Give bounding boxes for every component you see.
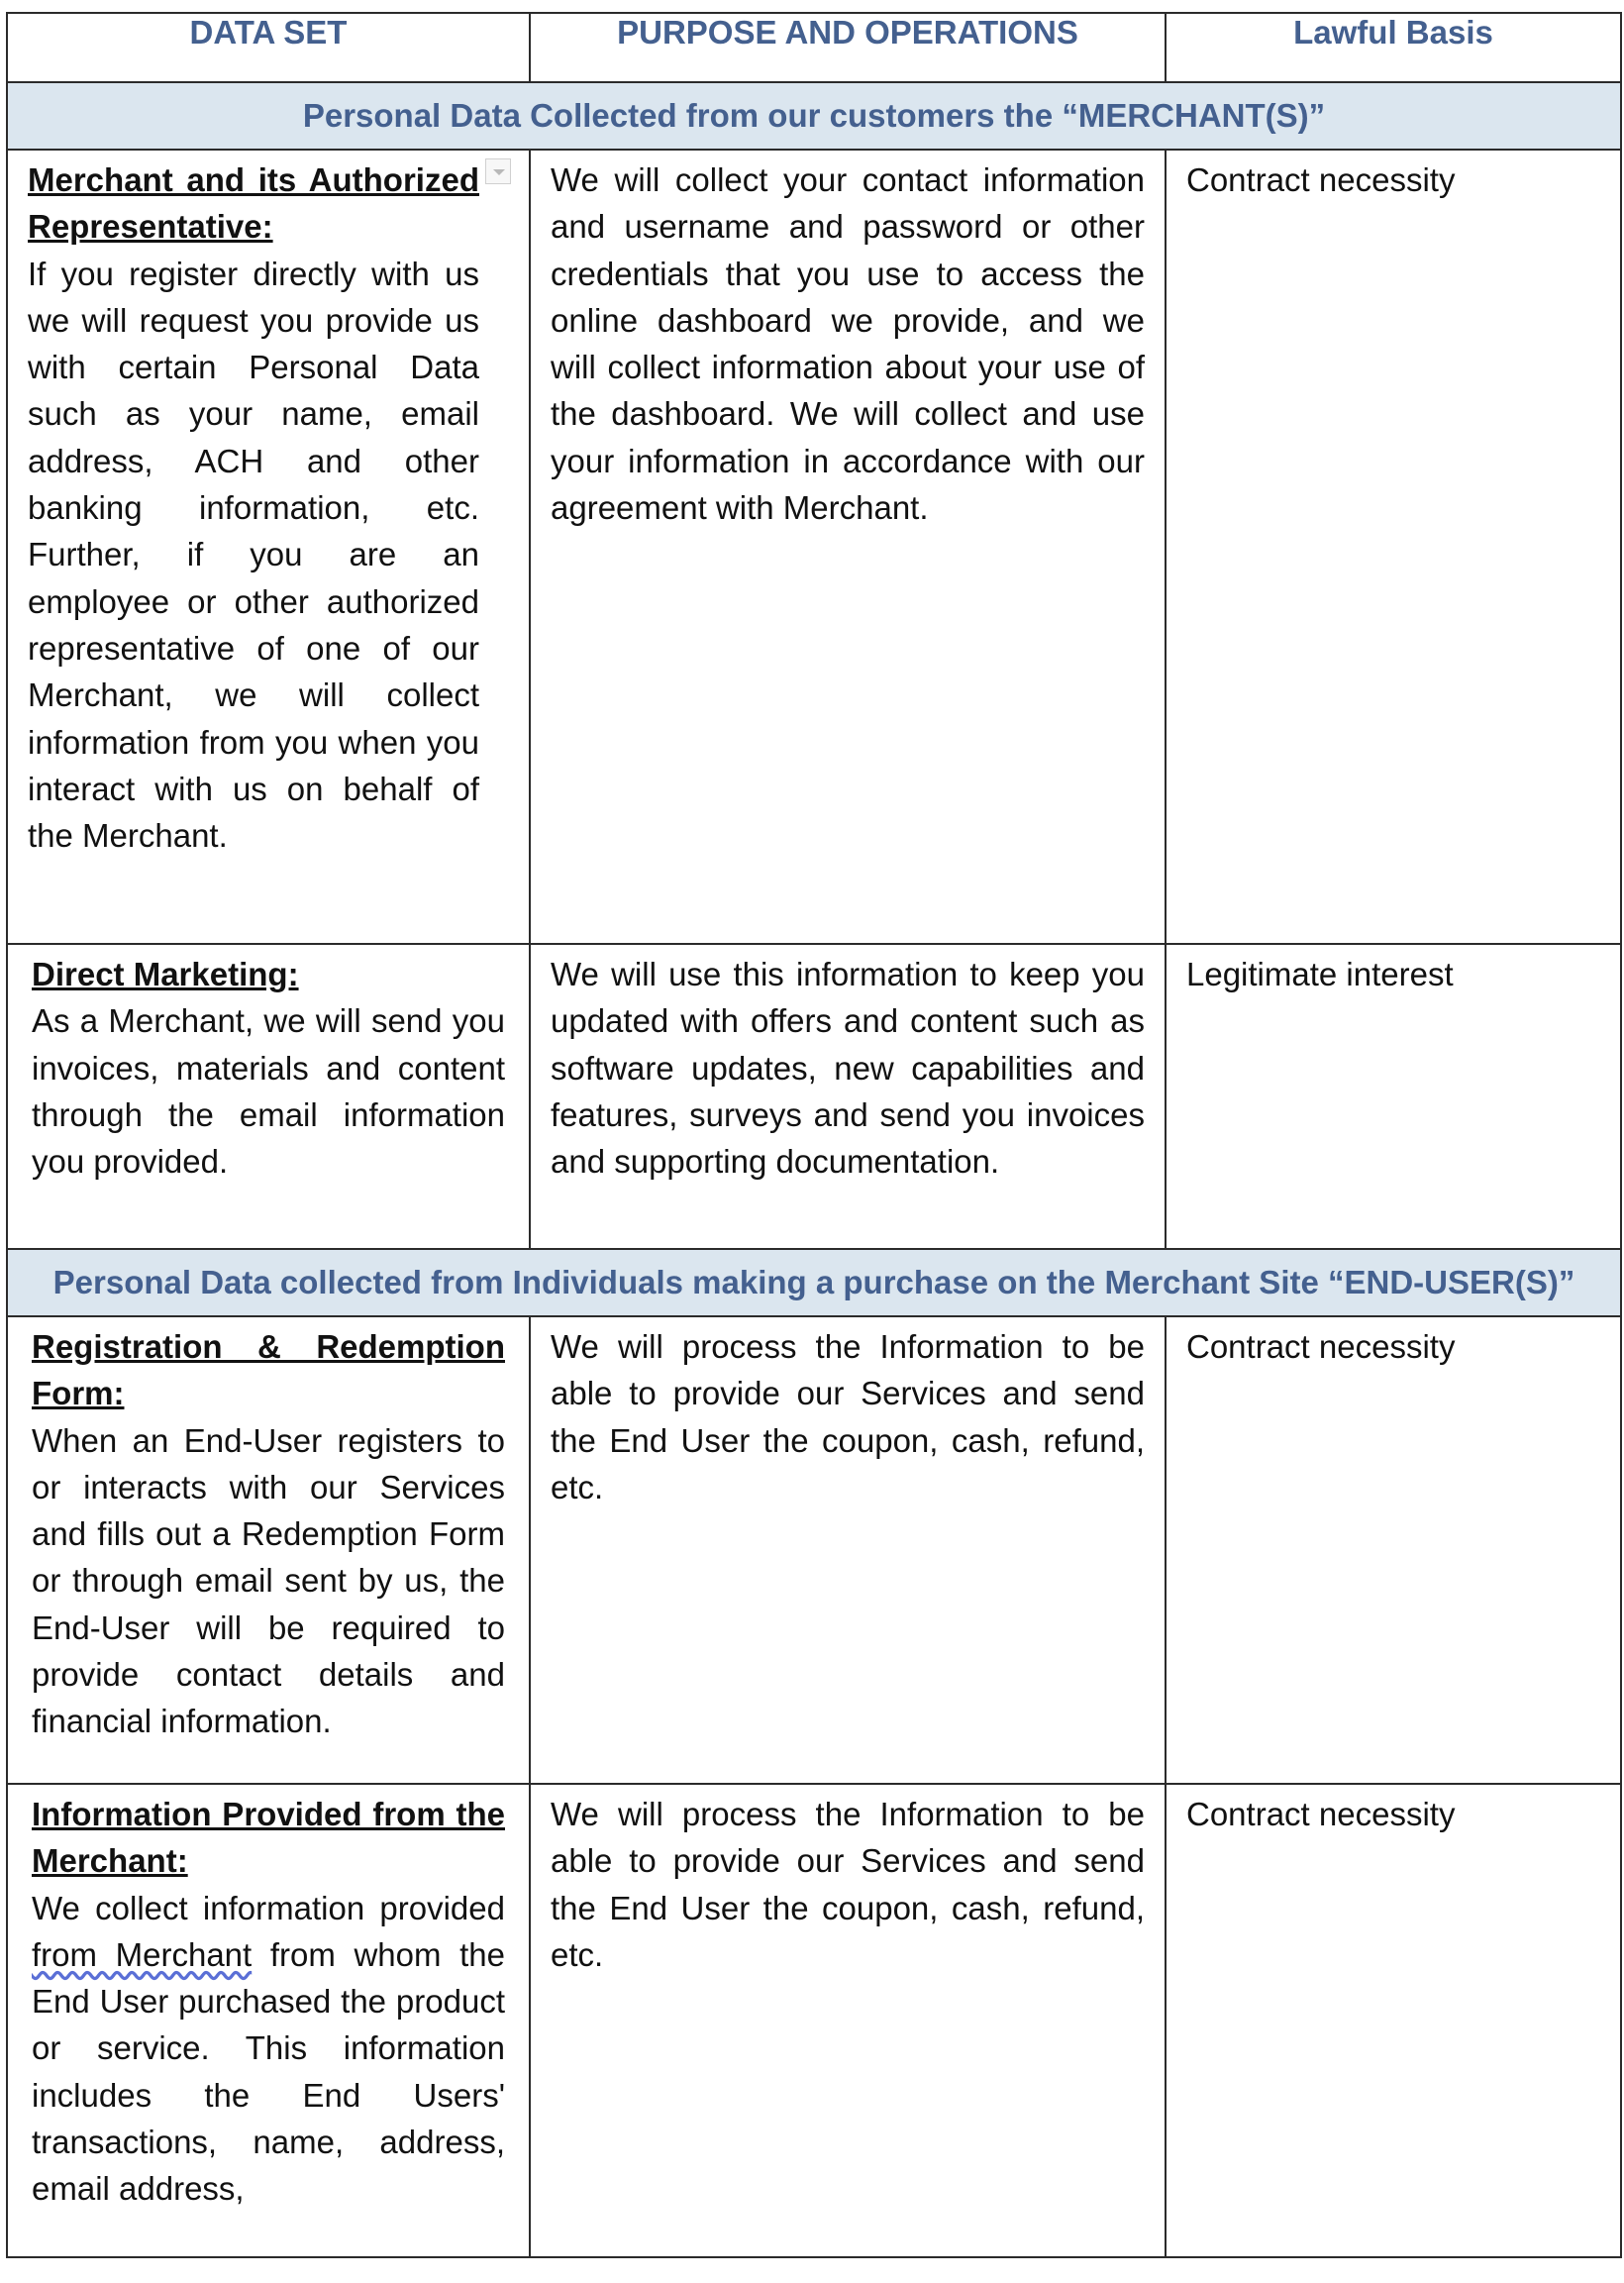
lawful-basis-text: Legitimate interest <box>1186 956 1454 992</box>
data-set-cell <box>7 1784 530 2257</box>
privacy-data-table <box>6 12 1622 2258</box>
data-set-description: When an End-User registers to or interacts with our Services and fills out a Redemption Form or through email sent by us, the End-User will be required to provide contact details and financial information. <box>32 1421 505 1740</box>
data-set-cell <box>7 944 530 1249</box>
data-set-heading: Registration & Redemption Form: <box>32 1328 505 1412</box>
table-row <box>7 1316 1621 1784</box>
purpose-cell <box>530 1316 1166 1784</box>
lawful-basis-cell <box>1166 944 1621 1249</box>
data-set-cell <box>7 150 530 944</box>
lawful-basis-cell <box>1166 1784 1621 2257</box>
section-title: Personal Data collected from Individuals making a purchase on the Merchant Site “END-USER(S)” <box>7 1249 1621 1316</box>
lawful-basis-cell <box>1166 150 1621 944</box>
data-set-heading: Information Provided from the Merchant: <box>32 1796 505 1880</box>
column-header-data-set: DATA SET <box>7 13 530 82</box>
lawful-basis-text: Contract necessity <box>1186 1796 1456 1832</box>
data-set-description-end: from whom the End User purchased the product or service. This information includes the End Users' transactions, name, address, email address, <box>32 1935 505 2208</box>
data-set-description: As a Merchant, we will send you invoices, materials and content through the email information you provided. <box>32 1002 505 1181</box>
purpose-cell <box>530 944 1166 1249</box>
column-header-purpose: PURPOSE AND OPERATIONS <box>530 13 1166 82</box>
purpose-cell <box>530 1784 1166 2257</box>
purpose-cell <box>530 150 1166 944</box>
section-title: Personal Data Collected from our customers the “MERCHANT(S)” <box>7 82 1621 150</box>
purpose-text: We will process the Information to be able to provide our Services and send the End User the coupon, cash, refund, etc. <box>551 1328 1145 1505</box>
purpose-text: We will use this information to keep you updated with offers and content such as software updates, new capabilities and features, surveys and send you invoices and supporting documentation. <box>551 956 1145 1181</box>
data-set-description-start: We collect information provided <box>32 1889 505 1926</box>
table-header-row <box>7 13 1621 82</box>
table-row <box>7 150 1621 944</box>
purpose-text: We will collect your contact information and username and password or other credentials that you use to access the online dashboard we provide, and we will collect information about your use of the dashboard. We will collect and use your information in accordance with our agreement with Merchant. <box>551 161 1145 527</box>
table-row <box>7 944 1621 1249</box>
lawful-basis-text: Contract necessity <box>1186 1328 1456 1365</box>
data-set-description: If you register directly with us we will request you provide us with certain Personal Data such as your name, email address, ACH and other banking information, etc. Further, if you are an employee or other authorized representative of one of our Merchant, we will collect information from you when you interact with us on behalf of the Merchant. <box>28 255 479 855</box>
data-set-cell <box>7 1316 530 1784</box>
lawful-basis-text: Contract necessity <box>1186 161 1456 198</box>
data-set-heading: Direct Marketing: <box>32 956 299 992</box>
column-header-lawful-basis: Lawful Basis <box>1166 13 1621 82</box>
cell-dropdown-icon[interactable] <box>485 158 511 184</box>
section-header-merchants <box>7 82 1621 150</box>
purpose-text: We will process the Information to be able to provide our Services and send the End User the coupon, cash, refund, etc. <box>551 1796 1145 1973</box>
table-row <box>7 1784 1621 2257</box>
section-header-end-users <box>7 1249 1621 1316</box>
data-set-heading: Merchant and its Authorized Representative: <box>28 161 479 246</box>
lawful-basis-cell <box>1166 1316 1621 1784</box>
spellcheck-flagged-text[interactable]: from Merchant <box>32 1935 253 1973</box>
